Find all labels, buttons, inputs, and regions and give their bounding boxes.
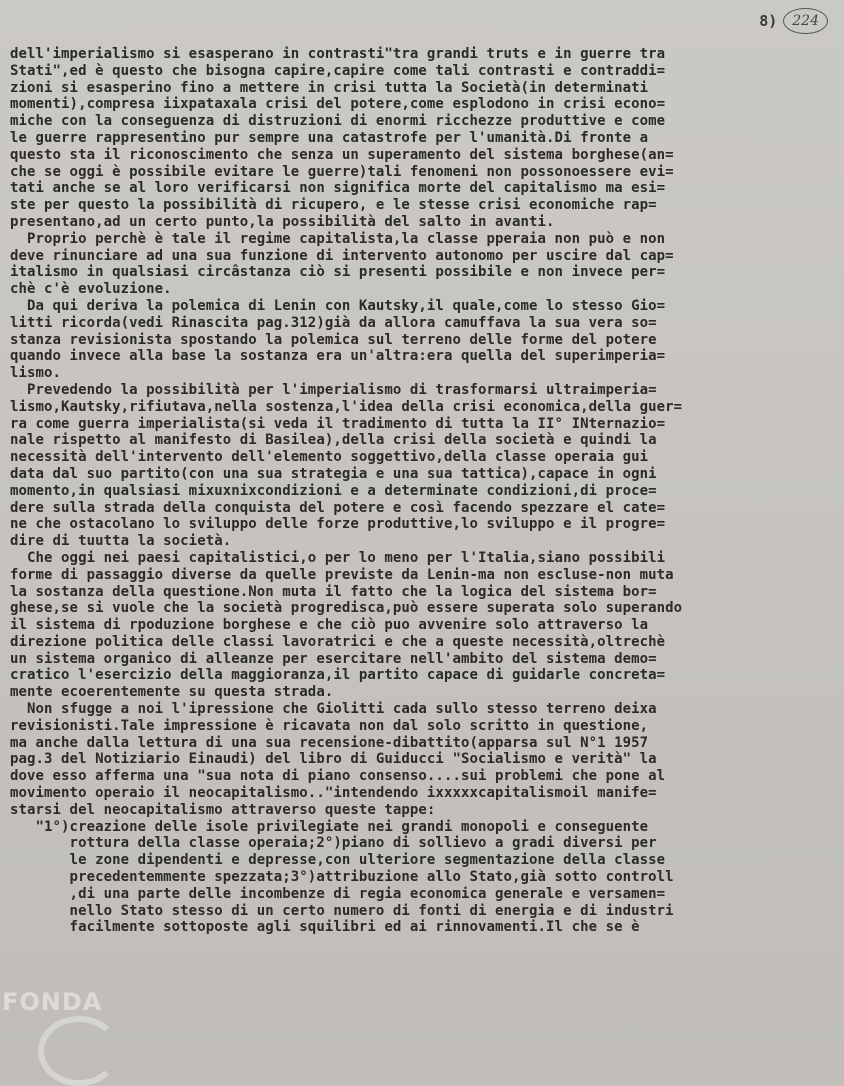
text-line: Stati",ed è questo che bisogna capire,capire come tali contrasti e contraddi= [10, 62, 666, 79]
text-line: quando invece alla base la sostanza era un'altra:era quella del superimperia= [10, 348, 666, 365]
text-line: momenti),compresa iixpataxala crisi del potere,come esplodono in crisi econo= [10, 96, 666, 113]
text-line: stanza revisionista spostando la polemica sul terreno delle forme del potere [10, 331, 657, 348]
text-line: zioni si esasperino fino a mettere in crisi tutta la Società(in determinati [10, 79, 649, 96]
text-line: le guerre rappresentino pur sempre una catastrofe per l'umanità.Di fronte a [10, 129, 649, 146]
text-line: il sistema di rpoduzione borghese e che ciò puo avvenire solo attraverso la [10, 617, 649, 634]
text-line: chè c'è evoluzione. [10, 281, 172, 298]
text-line: Da qui deriva la polemica di Lenin con Kautsky,il quale,come lo stesso Gio= [10, 297, 666, 314]
text-line: ,di una parte delle incombenze di regia economica generale e versamen= [10, 885, 666, 902]
text-line: momento,in qualsiasi mixuxnixcondizioni e a determinate condizioni,di proce= [10, 482, 657, 499]
text-line: Che oggi nei paesi capitalistici,o per lo meno per l'Italia,siano possibili [10, 549, 666, 566]
watermark: FONDA [2, 988, 103, 1016]
text-line: revisionisti.Tale impressione è ricavata non dal solo scritto in questione, [10, 717, 649, 734]
text-line: nello Stato stesso di un certo numero di fonti di energia e di industri [10, 902, 674, 919]
text-line: Proprio perchè è tale il regime capitalista,la classe pperaia non può e non [10, 230, 666, 247]
text-line: mente ecoerentemente su questa strada. [10, 684, 334, 701]
typed-page-number: 8) [759, 12, 778, 30]
text-line: che se oggi è possibile evitare le guerre)tali fenomeni non possonoessere evi= [10, 163, 674, 180]
text-line: data dal suo partito(con una sua strategia e una sua tattica),capace in ogni [10, 465, 657, 482]
text-line: tati anche se al loro verificarsi non significa morte del capitalismo ma esi= [10, 180, 666, 197]
text-line: questo sta il riconoscimento che senza un superamento del sistema borghese(an= [10, 146, 674, 163]
typewritten-text [10, 46, 836, 936]
text-line: deve rinunciare ad una sua funzione di intervento autonomo per uscire dal cap= [10, 247, 674, 264]
text-line: ghese,se si vuole che la società progredisca,può essere superata solo superando [10, 600, 683, 617]
text-line: ma anche dalla lettura di una sua recensione-dibattito(apparsa sul N°1 1957 [10, 734, 649, 751]
text-line: direzione politica delle classi lavoratrici e che a queste necessità,oltrechè [10, 633, 666, 650]
text-line: Non sfugge a noi l'ipressione che Giolitti cada sullo stesso terreno deixa [10, 701, 657, 718]
text-line: "1°)creazione delle isole privilegiate nei grandi monopoli e conseguente [10, 818, 649, 835]
text-line: necessità dell'intervento dell'elemento soggettivo,della classe operaia gui [10, 449, 649, 466]
text-line: rottura della classe operaia;2°)piano di sollievo a gradi diversi per [10, 835, 657, 852]
text-line: ne che ostacolano lo sviluppo delle forze produttive,lo sviluppo e il progre= [10, 516, 666, 533]
text-line: ra come guerra imperialista(si veda il tradimento di tutta la II° INternazio= [10, 415, 666, 432]
text-line: starsi del neocapitalismo attraverso queste tappe: [10, 801, 436, 818]
text-line: facilmente sottoposte agli squilibri ed ai rinnovamenti.Il che se è [10, 919, 640, 936]
watermark-logo-icon [38, 1016, 120, 1086]
text-line: nale rispetto al manifesto di Basilea),della crisi della società e quindi la [10, 432, 657, 449]
text-line: Prevedendo la possibilità per l'imperialismo di trasformarsi ultraimperia= [10, 381, 657, 398]
text-line: movimento operaio il neocapitalismo.."intendendo ixxxxxcapitalismoil manife= [10, 785, 657, 802]
text-line: italismo in qualsiasi circâstanza ciò si presenti possibile e non invece per= [10, 264, 666, 281]
text-line: precedentemmente spezzata;3°)attribuzione allo Stato,già sotto controll [10, 869, 674, 886]
text-line: cratico l'esercizio della maggioranza,il partito capace di guidarle concreta= [10, 667, 666, 684]
text-line: le zone dipendenti e depresse,con ulteriore segmentazione della classe [10, 852, 666, 869]
text-line: miche con la conseguenza di distruzioni di enormi ricchezze produttive e come [10, 113, 666, 130]
text-line: litti ricorda(vedi Rinascita pag.312)già da allora camuffava la sua vera so= [10, 314, 657, 331]
text-line: lismo,Kautsky,rifiutava,nella sostenza,l'idea della crisi economica,della guer= [10, 398, 683, 415]
text-line: ste per questo la possibilità di ricupero, e le stesse crisi economiche rap= [10, 197, 657, 214]
text-line: forme di passaggio diverse da quelle previste da Lenin-ma non escluse-non muta [10, 566, 674, 583]
archive-stamp: 224 [783, 8, 828, 34]
text-line: dove esso afferma una "sua nota di piano consenso....sui problemi che pone al [10, 768, 666, 785]
text-line: dell'imperialismo si esasperano in contrasti"tra grandi truts e in guerre tra [10, 46, 666, 62]
page-number [759, 8, 828, 34]
text-line: dire di tuutta la società. [10, 533, 232, 550]
text-line: presentano,ad un certo punto,la possibilità del salto in avanti. [10, 213, 555, 230]
text-line: un sistema organico di alleanze per esercitare nell'ambito del sistema demo= [10, 650, 657, 667]
text-line: pag.3 del Notiziario Einaudi) del libro di Guiducci "Socialismo e verità" la [10, 751, 657, 768]
text-line: dere sulla strada della conquista del potere e così facendo spezzare el cate= [10, 499, 666, 516]
text-line: la sostanza della questione.Non muta il fatto che la logica del sistema bor= [10, 583, 657, 600]
text-line: lismo. [10, 365, 62, 382]
